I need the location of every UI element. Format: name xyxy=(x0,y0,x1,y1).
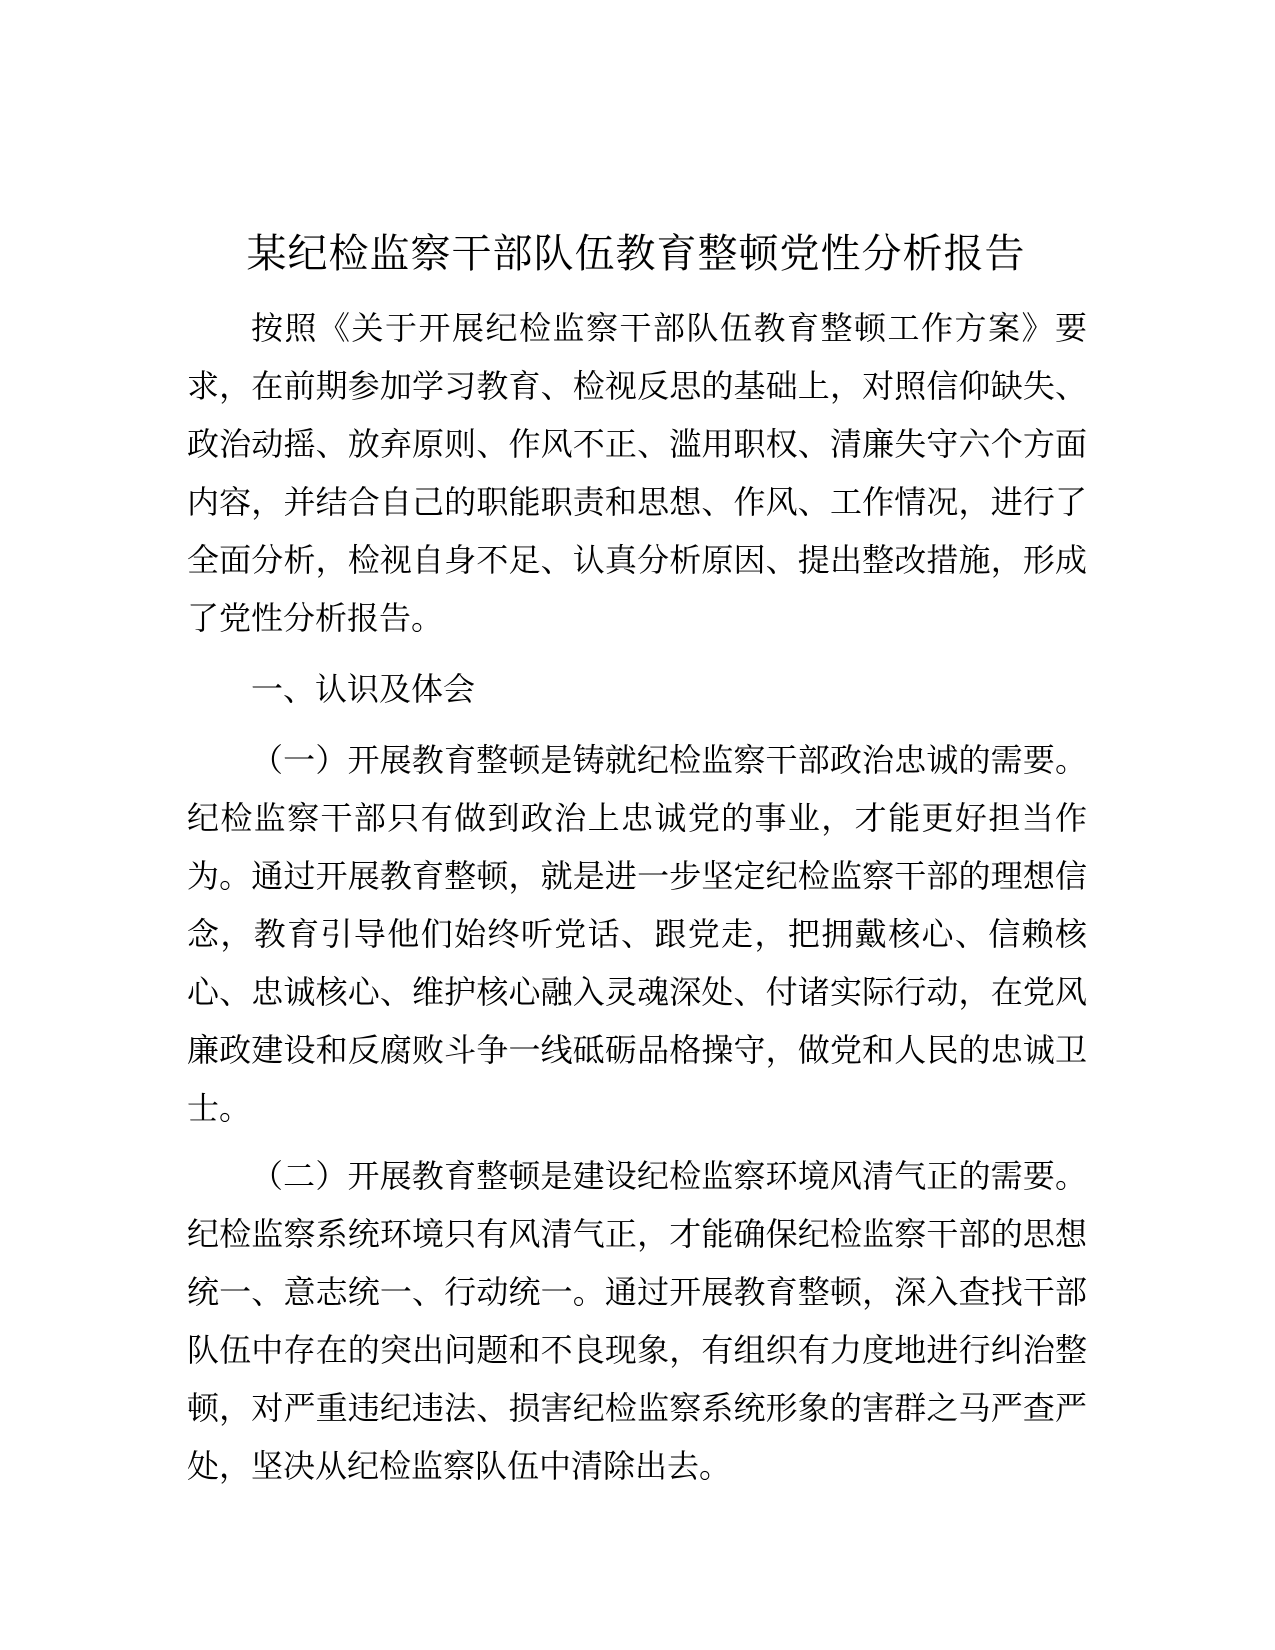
section-heading: 一、认识及体会 xyxy=(251,670,476,708)
section-item-paragraph: （二）开展教育整顿是建设纪检监察环境风清气正的需要。纪检监察系统环境只有风清气正，才能确保纪检监察干部的思想统一、意志统一、行动统一。通过开展教育整顿，深入查找干部队伍中存在的突出问题和不良现象，有组织有力度地进行纠治整顿，对严重违纪违法、损害纪检监察系统形象的害群之马严查严处，坚决从纪检监察队伍中清除出去。 xyxy=(187,1157,1087,1485)
intro-paragraph: 按照《关于开展纪检监察干部队伍教育整顿工作方案》要求，在前期参加学习教育、检视反思的基础上，对照信仰缺失、政治动摇、放弃原则、作风不正、滥用职权、清廉失守六个方面内容，并结合自己的职能职责和思想、作风、工作情况，进行了全面分析，检视自身不足、认真分析原因、提出整改措施，形成了党性分析报告。 xyxy=(187,309,1087,637)
document-title: 某纪检监察干部队伍教育整顿党性分析报告 xyxy=(246,231,1026,277)
section-item-paragraph: （一）开展教育整顿是铸就纪检监察干部政治忠诚的需要。纪检监察干部只有做到政治上忠诚党的事业，才能更好担当作为。通过开展教育整顿，就是进一步坚定纪检监察干部的理想信念，教育引导他们始终听党话、跟党走，把拥戴核心、信赖核心、忠诚核心、维护核心融入灵魂深处、付诸实际行动，在党风廉政建设和反腐败斗争一线砥砺品格操守，做党和人民的忠诚卫士。 xyxy=(187,741,1087,1127)
